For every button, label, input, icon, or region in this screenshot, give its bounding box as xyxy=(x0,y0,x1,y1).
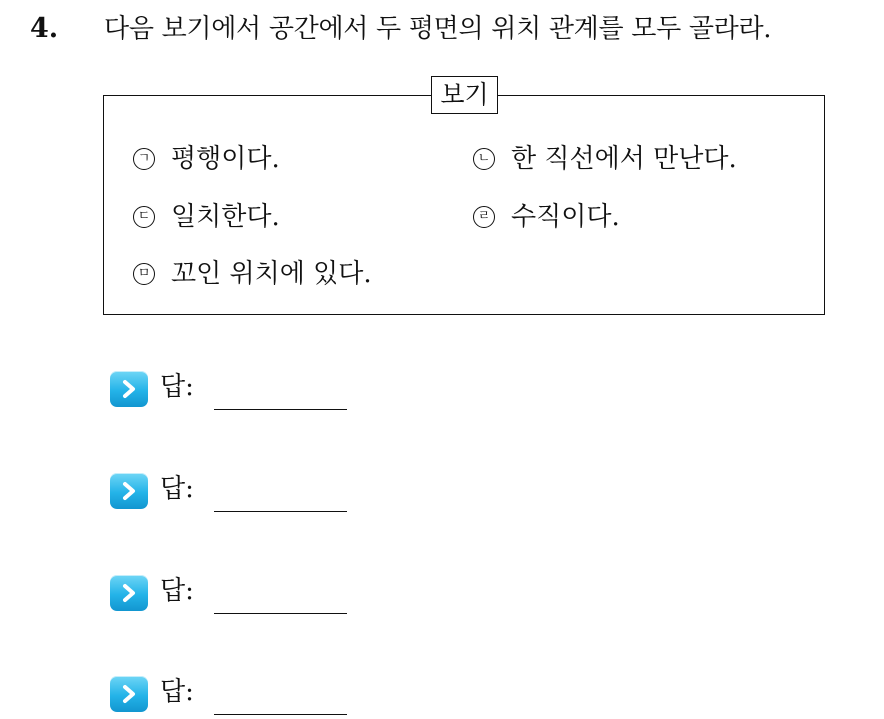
choice-text: 일치한다. xyxy=(171,202,280,232)
question-text: 다음 보기에서 공간에서 두 평면의 위치 관계를 모두 골라라. xyxy=(104,14,772,44)
answer-blank[interactable] xyxy=(214,613,347,614)
choice-text: 꼬인 위치에 있다. xyxy=(171,259,372,289)
choice-item-4 xyxy=(473,201,620,233)
answer-label: 답: xyxy=(160,474,194,504)
answer-blank[interactable] xyxy=(214,714,347,715)
choice-item-3 xyxy=(133,201,280,233)
answer-row-3 xyxy=(110,573,370,618)
answer-label: 답: xyxy=(160,372,194,402)
choice-item-2 xyxy=(473,143,737,175)
choice-text: 평행이다. xyxy=(171,144,280,174)
question-number: 4. xyxy=(30,13,59,44)
answer-row-2 xyxy=(110,471,370,516)
choice-marker: ㅁ xyxy=(133,263,155,285)
choice-marker: ㄱ xyxy=(133,148,155,170)
bogi-label: 보기 xyxy=(431,76,498,114)
answer-row-4 xyxy=(110,674,370,719)
choice-item-5 xyxy=(133,258,372,290)
answer-label: 답: xyxy=(160,677,194,707)
choice-marker: ㄴ xyxy=(473,148,495,170)
choice-marker: ㄷ xyxy=(133,206,155,228)
answer-blank[interactable] xyxy=(214,409,347,410)
choice-marker: ㄹ xyxy=(473,206,495,228)
answer-row-1 xyxy=(110,369,370,414)
chevron-right-icon xyxy=(110,371,148,407)
choice-text: 한 직선에서 만난다. xyxy=(511,144,737,174)
chevron-right-icon xyxy=(110,575,148,611)
answer-label: 답: xyxy=(160,576,194,606)
choice-text: 수직이다. xyxy=(511,202,620,232)
chevron-right-icon xyxy=(110,676,148,712)
chevron-right-icon xyxy=(110,473,148,509)
answer-blank[interactable] xyxy=(214,511,347,512)
choice-item-1 xyxy=(133,143,280,175)
